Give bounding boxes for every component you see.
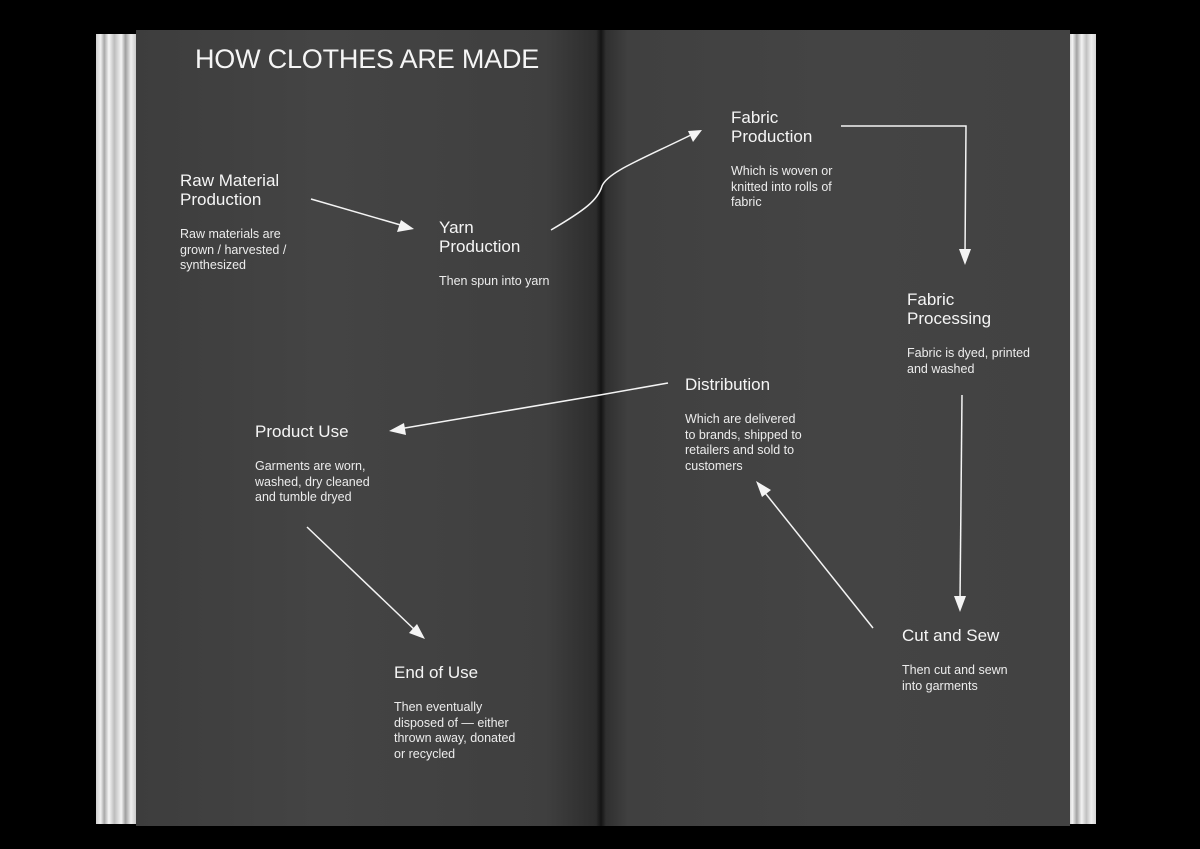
arrow-product-use-to-end-of-use	[307, 527, 425, 639]
step-description: Fabric is dyed, printed and washed	[907, 346, 1030, 376]
step-title: Raw Material Production	[180, 171, 280, 209]
step-title: End of Use	[394, 663, 479, 682]
arrow-raw-to-yarn	[311, 199, 414, 232]
arrow-cut-and-sew-to-distribution	[756, 481, 873, 628]
step-description: Which are delivered to brands, shipped to retailers and sold to customers	[685, 412, 802, 473]
step-description: Then cut and sewn into garments	[902, 663, 1008, 693]
step-description: Which is woven or knitted into rolls of fabric	[731, 164, 833, 209]
arrow-yarn-to-fabric-production	[551, 130, 702, 230]
step-description: Garments are worn, washed, dry cleaned and tumble dryed	[255, 459, 370, 504]
step-title: Product Use	[255, 422, 349, 441]
diagram-title: HOW CLOTHES ARE MADE	[195, 44, 540, 74]
step-description: Then spun into yarn	[439, 274, 550, 288]
step-title: Cut and Sew	[902, 626, 1000, 645]
arrow-distribution-to-product-use	[389, 383, 668, 435]
arrow-processing-to-cut-and-sew	[954, 395, 966, 612]
step-description: Raw materials are grown / harvested / synthesized	[180, 227, 287, 272]
step-title: Distribution	[685, 375, 771, 394]
step-description: Then eventually disposed of — either thrown away, donated or recycled	[394, 700, 516, 761]
arrow-fabric-production-to-processing	[841, 126, 971, 265]
step-title: Fabric Production	[731, 108, 813, 146]
step-title: Fabric Processing	[907, 290, 992, 328]
step-title: Yarn Production	[439, 218, 521, 256]
